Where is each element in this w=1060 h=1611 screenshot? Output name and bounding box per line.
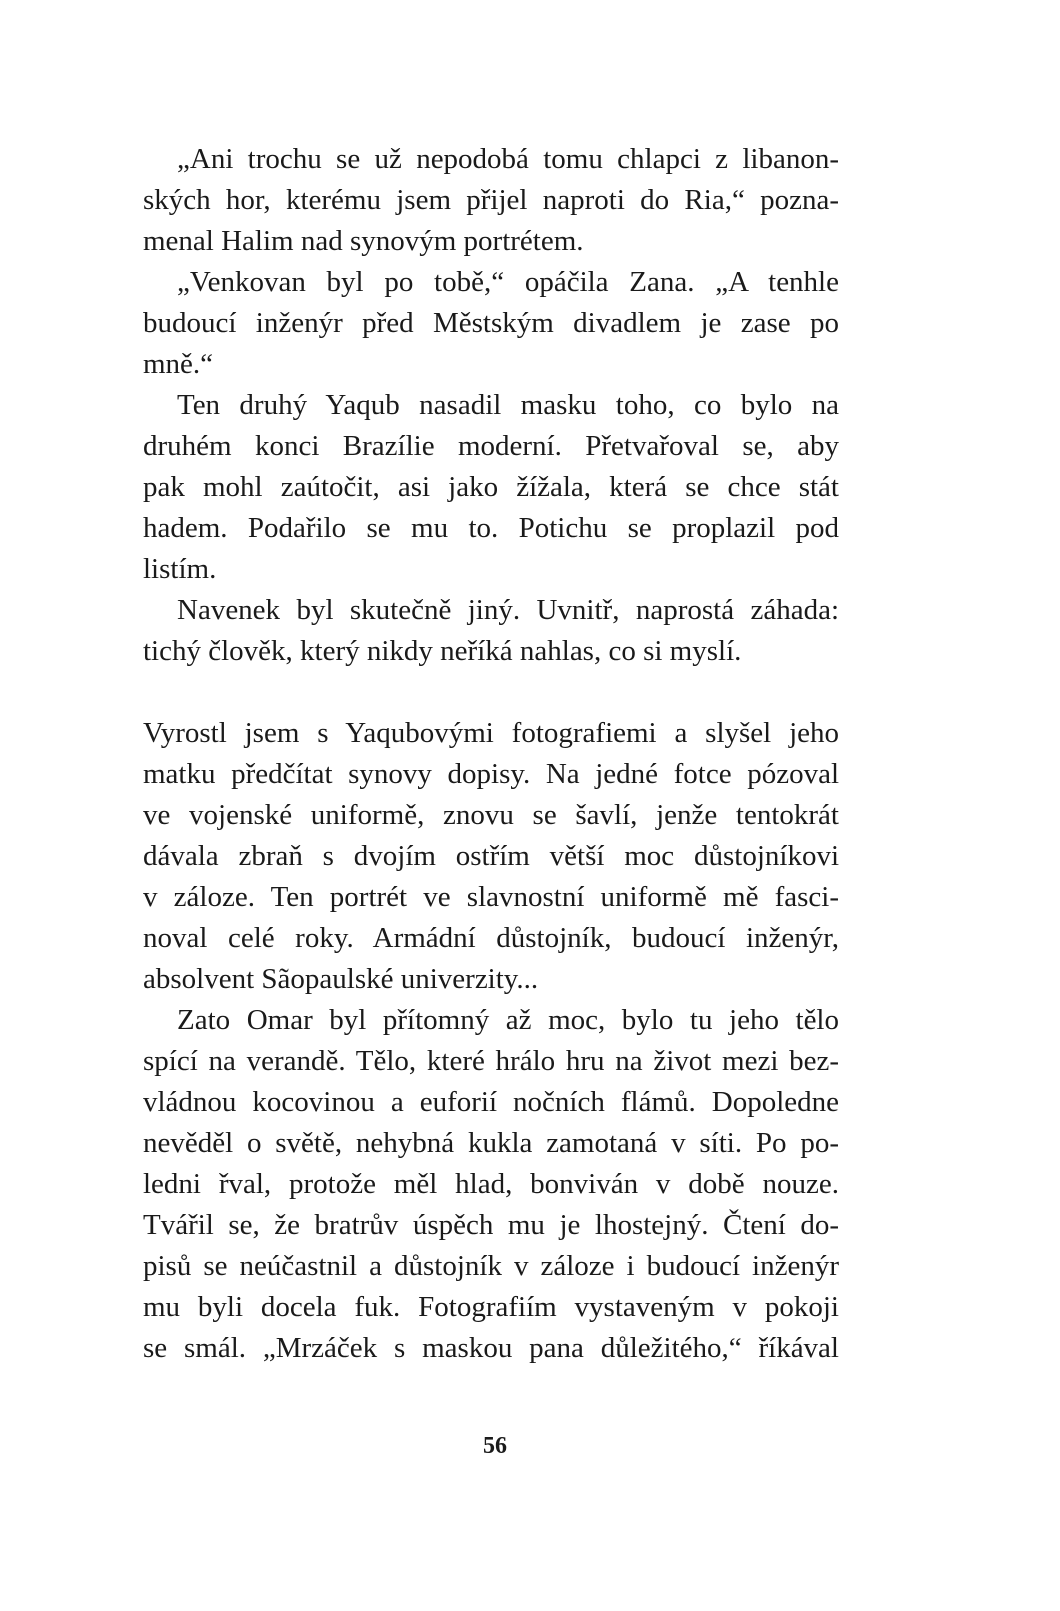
section-break [143, 672, 839, 713]
text-line: budoucí inženýr před Městským divadlem je zase po [143, 307, 839, 339]
text-line: „Venkovan byl po tobě,“ opáčila Zana. „A tenhle [177, 266, 839, 298]
text-line: „Ani trochu se už nepodobá tomu chlapci z libanon- [177, 143, 839, 175]
text-line: matku předčítat synovy dopisy. Na jedné fotce pózoval [143, 758, 839, 790]
text-line: Ten druhý Yaqub nasadil masku toho, co bylo na [177, 389, 839, 421]
text-line: tichý člověk, který nikdy neříká nahlas, co si myslí. [143, 635, 742, 667]
text-line: mu byli docela fuk. Fotografiím vystaveným v pokoji [143, 1291, 839, 1323]
text-line: Tvářil se, že bratrův úspěch mu je lhostejný. Čtení do- [143, 1209, 839, 1241]
text-line: Navenek byl skutečně jiný. Uvnitř, naprostá záhada: [177, 594, 839, 626]
text-line: menal Halim nad synovým portrétem. [143, 225, 584, 257]
text-line: se smál. „Mrzáček s maskou pana důležitého,“ říkával [143, 1332, 839, 1364]
text-line: mně.“ [143, 348, 214, 380]
text-line: vládnou kocovinou a euforií nočních flámů. Dopoledne [143, 1086, 839, 1118]
text-line: ských hor, kterému jsem přijel naproti do Ria,“ pozna- [143, 184, 839, 216]
text-line: nevěděl o světě, nehybná kukla zamotaná v síti. Po po- [143, 1127, 839, 1159]
paragraph [143, 139, 839, 262]
paragraph [143, 1000, 839, 1369]
text-line: absolvent Sãopaulské univerzity... [143, 963, 539, 995]
text-line: spící na verandě. Tělo, které hrálo hru na život mezi bez- [143, 1045, 839, 1077]
text-line: dávala zbraň s dvojím ostřím větší moc důstojníkovi [143, 840, 839, 872]
body-text [143, 139, 839, 1369]
text-line: ledni řval, protože měl hlad, bonviván v době nouze. [143, 1168, 839, 1200]
text-line: Zato Omar byl přítomný až moc, bylo tu jeho tělo [177, 1004, 839, 1036]
paragraph [143, 385, 839, 590]
text-line: hadem. Podařilo se mu to. Potichu se proplazil pod [143, 512, 839, 544]
text-line: druhém konci Brazílie moderní. Přetvařoval se, aby [143, 430, 839, 462]
text-line: noval celé roky. Armádní důstojník, budoucí inženýr, [143, 922, 839, 954]
text-line: v záloze. Ten portrét ve slavnostní uniformě mě fasci- [143, 881, 839, 913]
text-line: Vyrostl jsem s Yaqubovými fotografiemi a slyšel jeho [143, 717, 839, 749]
paragraph [143, 713, 839, 1000]
text-line: pak mohl zaútočit, asi jako žížala, která se chce stát [143, 471, 839, 503]
text-line: listím. [143, 553, 217, 585]
text-line: ve vojenské uniformě, znovu se šavlí, jenže tentokrát [143, 799, 839, 831]
paragraph [143, 262, 839, 385]
text-line: pisů se neúčastnil a důstojník v záloze i budoucí inženýr [143, 1250, 839, 1282]
paragraph [143, 590, 839, 672]
page-number: 56 [483, 1433, 507, 1459]
